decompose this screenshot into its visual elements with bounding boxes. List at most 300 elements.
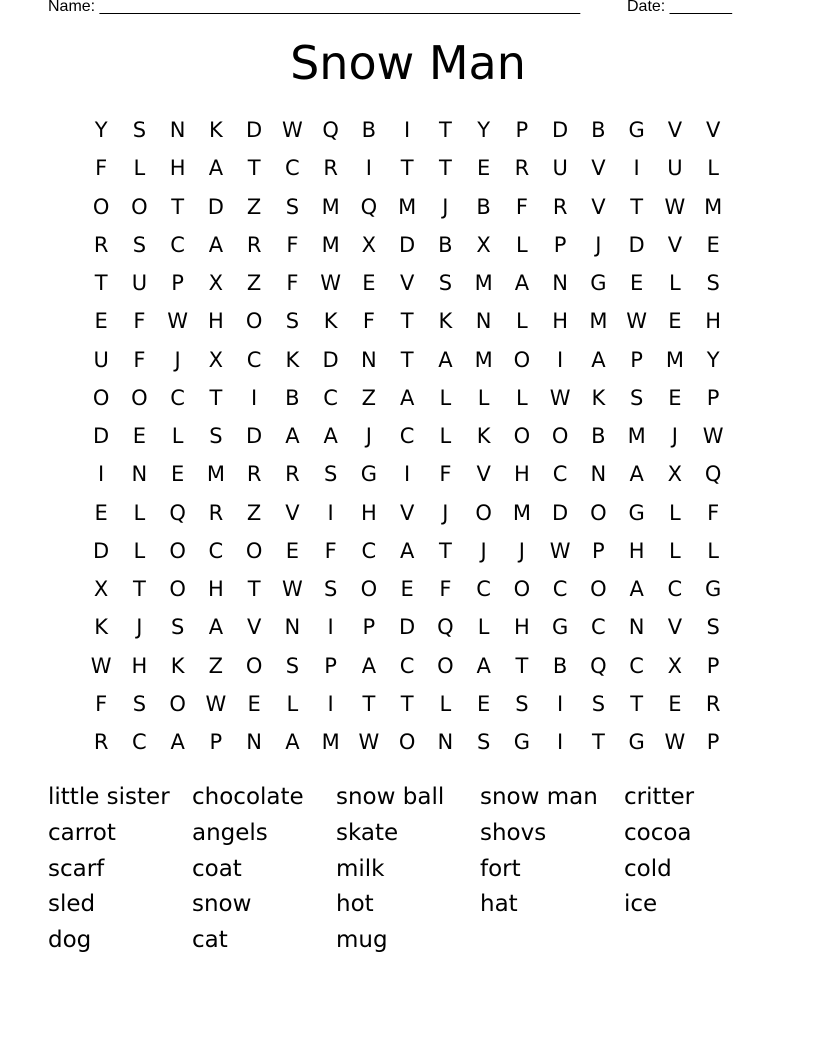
grid-letter: X <box>667 653 683 678</box>
grid-letter: L <box>477 615 490 640</box>
grid-letter: W <box>205 691 227 716</box>
grid-letter: S <box>476 730 491 755</box>
grid-letter: P <box>171 271 184 296</box>
grid-letter: E <box>400 577 414 602</box>
grid-letter: N <box>361 347 377 372</box>
grid-letter: V <box>285 500 300 525</box>
grid-letter: O <box>590 577 607 602</box>
grid-letter: T <box>362 691 376 716</box>
grid-letter: Q <box>169 500 186 525</box>
word-list-item: carrot <box>48 819 116 846</box>
grid-letter: N <box>552 271 568 296</box>
grid-letter: S <box>629 385 644 410</box>
grid-letter: M <box>704 194 723 219</box>
grid-letter: A <box>629 462 644 487</box>
grid-letter: O <box>245 653 263 678</box>
word-list-item: hat <box>480 891 518 918</box>
grid-letter: F <box>324 538 337 563</box>
grid-letter: I <box>327 615 334 640</box>
grid-letter: Q <box>322 118 339 143</box>
grid-letter: P <box>324 653 337 678</box>
grid-letter: O <box>398 730 416 755</box>
grid-letter: I <box>365 156 372 181</box>
grid-letter: O <box>551 424 569 449</box>
grid-letter: S <box>132 691 147 716</box>
grid-letter: Z <box>246 194 262 219</box>
grid-letter: D <box>246 424 263 449</box>
grid-letter: O <box>245 538 263 563</box>
grid-letter: S <box>285 194 300 219</box>
word-list-item: milk <box>336 855 385 882</box>
grid-letter: R <box>246 462 262 487</box>
grid-letter: C <box>552 462 568 487</box>
word-list <box>48 779 768 958</box>
grid-letter: T <box>132 577 146 602</box>
grid-letter: L <box>477 385 490 410</box>
grid-letter: D <box>399 615 416 640</box>
grid-letter: V <box>705 118 721 143</box>
grid-letter: V <box>399 271 415 296</box>
grid-letter: W <box>281 118 303 143</box>
grid-letter: A <box>476 653 491 678</box>
grid-letter: B <box>361 118 377 143</box>
header <box>48 0 748 20</box>
grid-letter: G <box>551 615 569 640</box>
grid-letter: R <box>208 500 224 525</box>
word-list-item: chocolate <box>192 784 304 810</box>
word-list-item: mug <box>336 927 388 954</box>
word-list-item: shovs <box>480 819 547 846</box>
grid-letter: K <box>323 309 338 334</box>
grid-letter: N <box>284 615 301 640</box>
grid-letter: V <box>667 232 683 257</box>
grid-letter: L <box>439 691 452 716</box>
grid-letter: A <box>591 347 606 372</box>
grid-letter: S <box>132 232 147 257</box>
grid-letter: A <box>438 347 453 372</box>
grid-letter: M <box>321 730 340 755</box>
word-list-item: critter <box>624 784 695 810</box>
grid-letter: G <box>628 118 645 143</box>
grid-letter: Z <box>208 653 224 678</box>
grid-letter: P <box>706 653 720 678</box>
grid-letter: T <box>94 271 108 296</box>
grid-letter: U <box>93 347 109 372</box>
grid-letter: B <box>476 194 491 219</box>
grid-letter: O <box>169 538 186 563</box>
grid-letter: F <box>707 500 720 525</box>
grid-letter: B <box>591 118 606 143</box>
grid-letter: P <box>592 538 605 563</box>
grid-letter: M <box>589 309 608 334</box>
grid-letter: X <box>93 577 109 602</box>
grid-letter: O <box>92 194 110 219</box>
grid-letter: F <box>439 577 452 602</box>
grid-letter: L <box>439 385 452 410</box>
grid-letter: N <box>131 462 148 487</box>
grid-letter: X <box>476 232 491 257</box>
grid-letter: J <box>518 538 525 563</box>
grid-letter: J <box>174 347 181 372</box>
grid-letter: S <box>132 118 147 143</box>
grid-letter: L <box>286 691 299 716</box>
grid-letter: B <box>552 653 568 678</box>
grid-letter: H <box>513 462 530 487</box>
grid-letter: G <box>628 500 645 525</box>
grid-letter: F <box>133 347 146 372</box>
grid-letter: X <box>361 232 377 257</box>
grid-letter: C <box>399 653 415 678</box>
grid-letter: T <box>400 347 414 372</box>
grid-letter: N <box>437 730 454 755</box>
grid-letter: L <box>669 271 681 296</box>
grid-letter: E <box>285 538 300 563</box>
grid-letter: W <box>549 538 571 563</box>
grid-letter: C <box>246 347 262 372</box>
grid-letter: D <box>552 500 569 525</box>
grid-letter: E <box>629 271 644 296</box>
grid-letter: A <box>208 232 224 257</box>
grid-letter: R <box>514 156 530 181</box>
grid-letter: W <box>664 194 686 219</box>
grid-letter: Y <box>94 118 108 143</box>
grid-letter: N <box>590 462 607 487</box>
grid-letter: T <box>515 653 529 678</box>
grid-letter: V <box>246 615 262 640</box>
grid-letter: I <box>557 691 564 716</box>
grid-letter: H <box>705 309 722 334</box>
grid-letter: L <box>133 156 146 181</box>
grid-letter: M <box>321 232 340 257</box>
grid-letter: O <box>360 577 378 602</box>
grid-letter: Q <box>360 194 378 219</box>
grid-letter: N <box>628 615 645 640</box>
grid-letter: A <box>208 615 224 640</box>
page-title: Snow Man <box>290 36 526 90</box>
grid-letter: C <box>132 730 147 755</box>
grid-letter: H <box>513 615 530 640</box>
grid-letter: O <box>437 653 454 678</box>
grid-letter: J <box>365 424 372 449</box>
grid-letter: O <box>513 347 531 372</box>
grid-letter: O <box>92 385 110 410</box>
grid-letter: S <box>706 615 720 640</box>
grid-letter: R <box>285 462 300 487</box>
grid-letter: C <box>552 577 568 602</box>
grid-letter: T <box>438 118 452 143</box>
grid-letter: P <box>209 730 223 755</box>
grid-letter: K <box>170 653 185 678</box>
grid-letter: B <box>438 232 453 257</box>
grid-letter: W <box>320 271 341 296</box>
grid-letter: A <box>361 653 377 678</box>
grid-letter: W <box>281 577 303 602</box>
grid-letter: Z <box>246 500 262 525</box>
grid-letter: X <box>208 347 224 372</box>
grid-letter: M <box>512 500 531 525</box>
word-list-item: snow ball <box>336 784 445 810</box>
grid-letter: H <box>169 156 186 181</box>
grid-letter: D <box>399 232 416 257</box>
grid-letter: N <box>169 118 186 143</box>
grid-letter: A <box>208 156 224 181</box>
grid-letter: C <box>476 577 491 602</box>
grid-letter: I <box>557 730 564 755</box>
grid-letter: S <box>323 577 338 602</box>
grid-letter: S <box>515 691 529 716</box>
grid-letter: O <box>169 577 186 602</box>
grid-letter: W <box>90 653 112 678</box>
grid-letter: A <box>514 271 530 296</box>
grid-letter: R <box>93 730 109 755</box>
grid-letter: I <box>557 347 564 372</box>
grid-letter: I <box>251 385 258 410</box>
grid-letter: D <box>93 538 110 563</box>
grid-letter: F <box>286 271 299 296</box>
grid-letter: A <box>170 730 185 755</box>
grid-letter: E <box>476 691 491 716</box>
grid-letter: S <box>706 271 720 296</box>
grid-letter: Z <box>246 271 262 296</box>
grid-letter: Q <box>437 615 454 640</box>
grid-letter: O <box>131 385 148 410</box>
grid-letter: E <box>170 462 185 487</box>
grid-letter: V <box>476 462 491 487</box>
grid-letter: T <box>209 385 223 410</box>
grid-letter: W <box>549 385 571 410</box>
grid-letter: J <box>671 424 678 449</box>
grid-letter: V <box>667 615 683 640</box>
grid-letter: P <box>515 118 529 143</box>
grid-letter: S <box>170 615 185 640</box>
grid-letter: J <box>595 232 602 257</box>
grid-letter: M <box>321 194 340 219</box>
grid-letter: H <box>131 653 148 678</box>
word-list-item: ice <box>624 891 658 918</box>
grid-letter: H <box>360 500 377 525</box>
word-list-item: skate <box>336 819 399 846</box>
grid-letter: O <box>513 424 531 449</box>
grid-letter: P <box>706 730 720 755</box>
grid-letter: E <box>668 691 682 716</box>
grid-letter: L <box>133 538 146 563</box>
grid-letter: S <box>285 309 300 334</box>
grid-letter: P <box>553 232 567 257</box>
grid-letter: J <box>442 194 449 219</box>
grid-letter: T <box>171 194 185 219</box>
grid-letter: K <box>476 424 491 449</box>
grid-letter: W <box>167 309 188 334</box>
grid-letter: V <box>591 194 606 219</box>
grid-letter: K <box>94 615 109 640</box>
grid-letter: B <box>285 385 300 410</box>
letter-grid <box>82 111 732 761</box>
grid-letter: T <box>630 194 644 219</box>
grid-letter: J <box>442 500 449 525</box>
grid-letter: A <box>629 577 644 602</box>
word-list-item: cold <box>624 855 672 882</box>
grid-letter: A <box>323 424 338 449</box>
grid-letter: W <box>702 424 724 449</box>
grid-letter: T <box>247 577 261 602</box>
grid-letter: I <box>98 462 105 487</box>
grid-letter: M <box>474 347 493 372</box>
grid-letter: T <box>400 156 414 181</box>
grid-letter: A <box>285 424 300 449</box>
grid-letter: O <box>475 500 492 525</box>
grid-letter: C <box>361 538 377 563</box>
grid-letter: I <box>327 500 334 525</box>
grid-letter: C <box>399 424 415 449</box>
grid-letter: C <box>285 156 300 181</box>
grid-letter: O <box>245 309 263 334</box>
grid-letter: F <box>362 309 375 334</box>
grid-letter: C <box>323 385 338 410</box>
word-list-item: angels <box>192 819 268 846</box>
grid-letter: D <box>628 232 645 257</box>
grid-letter: E <box>247 691 261 716</box>
grid-letter: D <box>246 118 263 143</box>
grid-letter: N <box>475 309 492 334</box>
grid-letter: V <box>399 500 415 525</box>
date-field[interactable]: Date: _______ <box>627 0 732 15</box>
grid-letter: P <box>630 347 643 372</box>
word-list-item: cocoa <box>624 819 692 846</box>
grid-letter: U <box>131 271 148 296</box>
grid-letter: E <box>132 424 147 449</box>
word-list-item: coat <box>192 855 242 882</box>
grid-letter: I <box>404 118 411 143</box>
grid-letter: F <box>286 232 299 257</box>
grid-letter: O <box>131 194 148 219</box>
grid-letter: T <box>630 691 644 716</box>
grid-letter: M <box>474 271 493 296</box>
grid-letter: K <box>285 347 300 372</box>
grid-letter: K <box>208 118 223 143</box>
grid-letter: L <box>439 424 452 449</box>
grid-letter: E <box>94 309 108 334</box>
grid-letter: J <box>136 615 143 640</box>
grid-letter: E <box>668 309 682 334</box>
grid-letter: O <box>513 577 531 602</box>
grid-letter: J <box>480 538 487 563</box>
grid-letter: Y <box>706 347 720 372</box>
grid-letter: P <box>362 615 376 640</box>
word-list-item: snow man <box>480 784 598 810</box>
grid-letter: T <box>400 691 414 716</box>
grid-letter: U <box>552 156 568 181</box>
grid-letter: P <box>706 385 720 410</box>
grid-letter: V <box>667 118 683 143</box>
grid-letter: G <box>590 271 607 296</box>
grid-letter: M <box>627 424 646 449</box>
grid-letter: L <box>707 156 719 181</box>
grid-letter: F <box>439 462 452 487</box>
grid-letter: O <box>169 691 186 716</box>
grid-letter: N <box>246 730 262 755</box>
grid-letter: L <box>516 385 528 410</box>
grid-letter: R <box>705 691 721 716</box>
word-list-item: sled <box>48 891 96 918</box>
grid-letter: L <box>669 500 681 525</box>
grid-letter: A <box>285 730 300 755</box>
grid-letter: T <box>438 156 452 181</box>
grid-letter: H <box>628 538 645 563</box>
grid-letter: D <box>552 118 569 143</box>
grid-letter: E <box>668 385 682 410</box>
word-list-item: fort <box>480 855 521 882</box>
grid-letter: U <box>667 156 683 181</box>
grid-letter: F <box>133 309 146 334</box>
grid-letter: T <box>400 309 414 334</box>
grid-letter: D <box>207 194 224 219</box>
grid-letter: G <box>704 577 722 602</box>
grid-letter: I <box>327 691 334 716</box>
grid-letter: T <box>247 156 261 181</box>
grid-letter: S <box>209 424 223 449</box>
grid-letter: Q <box>704 462 722 487</box>
grid-letter: G <box>628 730 645 755</box>
grid-letter: H <box>207 577 224 602</box>
grid-letter: T <box>438 538 452 563</box>
grid-letter: A <box>399 385 415 410</box>
grid-letter: A <box>399 538 415 563</box>
grid-letter: C <box>170 232 185 257</box>
grid-letter: W <box>358 730 380 755</box>
grid-letter: I <box>633 156 640 181</box>
name-field[interactable]: Name: ______________________________________________________ <box>48 0 581 15</box>
word-list-item: cat <box>192 927 228 954</box>
grid-letter: L <box>707 538 719 563</box>
grid-letter: E <box>94 500 108 525</box>
grid-letter: W <box>626 309 647 334</box>
grid-letter: L <box>516 232 528 257</box>
grid-letter: S <box>323 462 338 487</box>
grid-letter: C <box>667 577 683 602</box>
grid-letter: F <box>515 194 528 219</box>
grid-letter: G <box>360 462 378 487</box>
grid-letter: Q <box>590 653 607 678</box>
word-list-item: little sister <box>48 784 170 810</box>
grid-letter: R <box>552 194 568 219</box>
word-list-item: snow <box>192 891 252 918</box>
grid-letter: B <box>591 424 606 449</box>
grid-letter: E <box>476 156 491 181</box>
grid-letter: G <box>513 730 531 755</box>
grid-letter: Z <box>361 385 377 410</box>
grid-letter: S <box>285 653 300 678</box>
grid-letter: E <box>362 271 376 296</box>
grid-letter: T <box>591 730 605 755</box>
grid-letter: M <box>665 347 684 372</box>
grid-letter: S <box>438 271 453 296</box>
grid-letter: H <box>552 309 569 334</box>
grid-letter: D <box>322 347 339 372</box>
word-list-item: dog <box>48 927 92 954</box>
grid-letter: D <box>93 424 110 449</box>
grid-letter: R <box>246 232 262 257</box>
grid-letter: C <box>629 653 644 678</box>
grid-letter: K <box>438 309 453 334</box>
grid-letter: R <box>323 156 338 181</box>
grid-letter: C <box>591 615 606 640</box>
grid-letter: F <box>95 691 108 716</box>
grid-letter: L <box>171 424 184 449</box>
grid-letter: S <box>591 691 606 716</box>
grid-letter: V <box>591 156 606 181</box>
grid-letter: M <box>398 194 417 219</box>
word-list-item: hot <box>336 891 374 918</box>
